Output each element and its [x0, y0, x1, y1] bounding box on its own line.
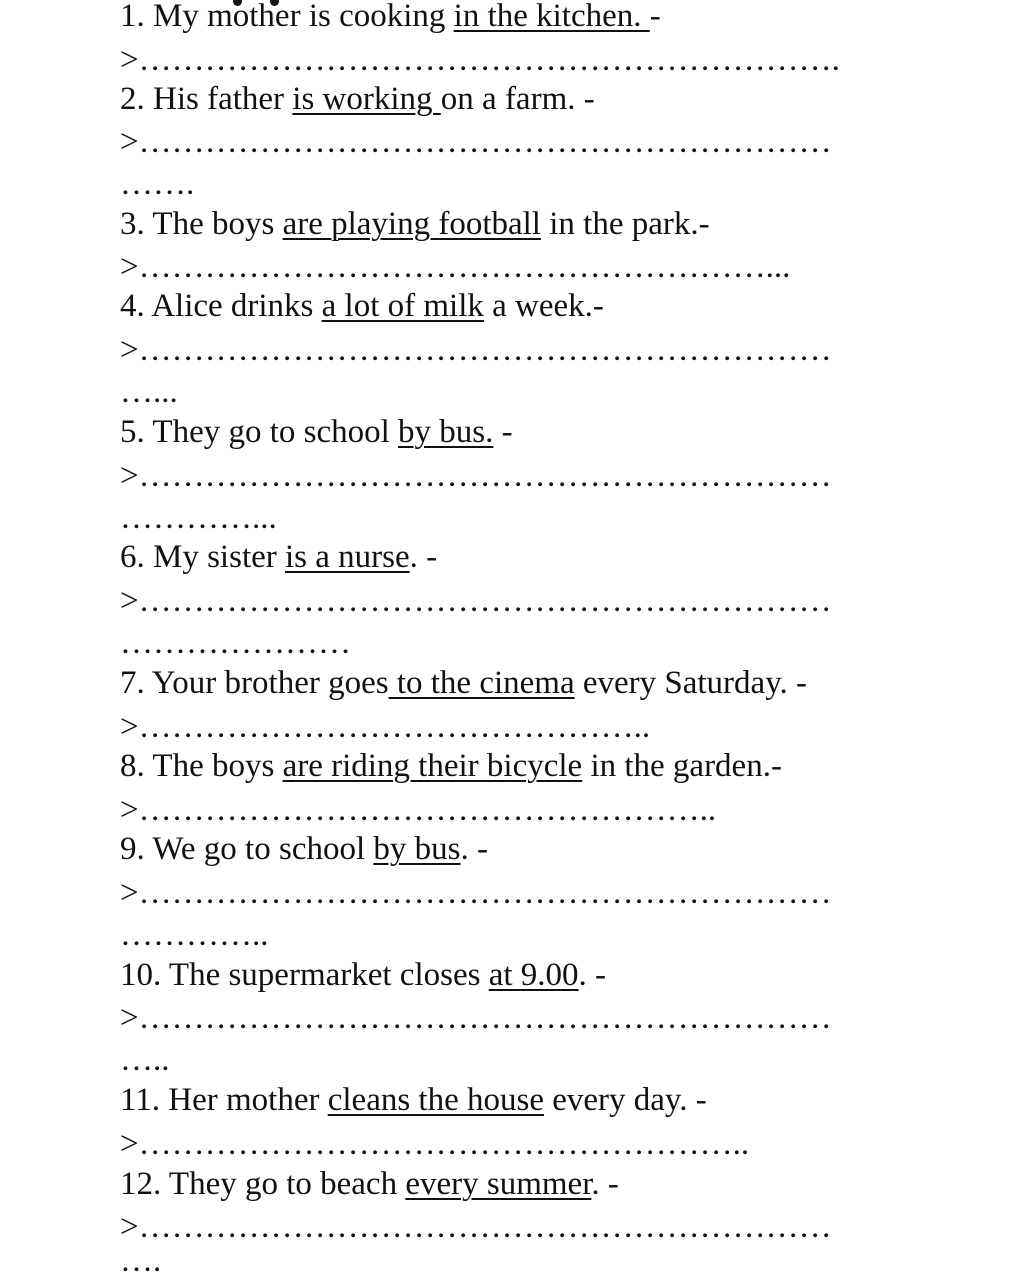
- item-number: 8.: [120, 748, 145, 784]
- sentence-text: The supermarket closes: [168, 957, 489, 993]
- underlined-phrase: is a nurse: [285, 539, 410, 575]
- sentence-11: [120, 1084, 707, 1117]
- answer-continuation-5[interactable]: …………...: [120, 500, 277, 536]
- sentence-2: [120, 83, 595, 116]
- sentence-text: They go to school: [152, 414, 399, 450]
- underlined-phrase: cleans the house: [327, 1082, 544, 1118]
- answer-line-10[interactable]: >………………………………………………………: [120, 1000, 832, 1036]
- underlined-phrase: a lot of milk: [321, 288, 484, 324]
- sentence-text: -: [493, 414, 513, 450]
- item-number: 11.: [120, 1082, 161, 1118]
- sentence-text: His father: [153, 81, 293, 117]
- sentence-text: My sister: [153, 539, 285, 575]
- sentence-text: -: [649, 0, 661, 34]
- sentence-10: [120, 959, 606, 992]
- sentence-text: They go to beach: [168, 1166, 406, 1202]
- sentence-text: every day. -: [544, 1082, 707, 1118]
- sentence-3: [120, 208, 710, 241]
- answer-continuation-6[interactable]: …………………: [120, 625, 351, 661]
- sentence-12: [120, 1168, 619, 1201]
- item-number: 7.: [120, 665, 145, 701]
- sentence-1: [120, 0, 661, 33]
- sentence-text: Your brother goes: [151, 665, 389, 701]
- sentence-text: Her mother: [168, 1082, 328, 1118]
- sentence-text: My mother is cooking: [153, 0, 454, 34]
- answer-line-5[interactable]: >………………………………………………………: [120, 458, 832, 494]
- sentence-text: on a farm. -: [440, 81, 595, 117]
- sentence-text: in the park.-: [540, 206, 710, 242]
- underlined-phrase: at 9.00: [488, 957, 579, 993]
- item-number: 3.: [120, 206, 145, 242]
- item-number: 10.: [120, 957, 162, 993]
- underlined-phrase: are riding their bicycle: [282, 748, 583, 784]
- item-number: 9.: [120, 831, 145, 867]
- item-number: 4.: [120, 288, 145, 324]
- answer-line-3[interactable]: >…………………………………………………...: [120, 249, 791, 285]
- answer-line-6[interactable]: >………………………………………………………: [120, 583, 832, 619]
- item-number: 5.: [120, 414, 145, 450]
- answer-continuation-4[interactable]: …...: [120, 374, 178, 410]
- item-number: 12.: [120, 1166, 162, 1202]
- answer-line-8[interactable]: >……………………………………………..: [120, 792, 717, 828]
- sentence-text: . -: [591, 1166, 619, 1202]
- answer-line-11[interactable]: >………………………………………………..: [120, 1126, 750, 1162]
- sentence-8: [120, 750, 782, 783]
- answer-continuation-2[interactable]: …….: [120, 166, 195, 202]
- sentence-text: The boys: [152, 206, 283, 242]
- sentence-text: . -: [409, 539, 438, 575]
- sentence-text: in the garden.-: [582, 748, 782, 784]
- answer-line-7[interactable]: >………………………………………..: [120, 709, 651, 745]
- underlined-phrase: by bus: [373, 831, 461, 867]
- sentence-text: We go to school: [152, 831, 374, 867]
- answer-line-12[interactable]: >………………………………………………………: [120, 1209, 832, 1245]
- answer-continuation-12[interactable]: ….: [120, 1243, 162, 1279]
- sentence-text: every Saturday. -: [574, 665, 808, 701]
- sentence-text: Alice drinks: [151, 288, 322, 324]
- underlined-phrase: in the kitchen.: [453, 0, 650, 34]
- sentence-text: . -: [460, 831, 488, 867]
- answer-continuation-9[interactable]: …………..: [120, 917, 269, 953]
- answer-line-1[interactable]: >……………………………………………………….: [120, 42, 840, 78]
- underlined-phrase: by bus.: [398, 414, 494, 450]
- answer-line-9[interactable]: >………………………………………………………: [120, 875, 832, 911]
- answer-line-2[interactable]: >………………………………………………………: [120, 124, 832, 160]
- sentence-text: The boys: [152, 748, 283, 784]
- underlined-phrase: is working: [292, 81, 441, 117]
- item-number: 1.: [120, 0, 145, 34]
- item-number: 6.: [120, 539, 145, 575]
- sentence-7: [120, 667, 807, 700]
- sentence-9: [120, 833, 488, 866]
- sentence-text: . -: [578, 957, 607, 993]
- sentence-5: [120, 416, 513, 449]
- sentence-6: [120, 541, 437, 574]
- underlined-phrase: are playing football: [282, 206, 541, 242]
- underlined-phrase: every summer: [405, 1166, 592, 1202]
- item-number: 2.: [120, 81, 145, 117]
- sentence-4: [120, 290, 604, 323]
- underlined-phrase: to the cinema: [388, 665, 575, 701]
- sentence-text: a week.-: [483, 288, 604, 324]
- answer-line-4[interactable]: >………………………………………………………: [120, 332, 832, 368]
- answer-continuation-10[interactable]: …..: [120, 1042, 170, 1078]
